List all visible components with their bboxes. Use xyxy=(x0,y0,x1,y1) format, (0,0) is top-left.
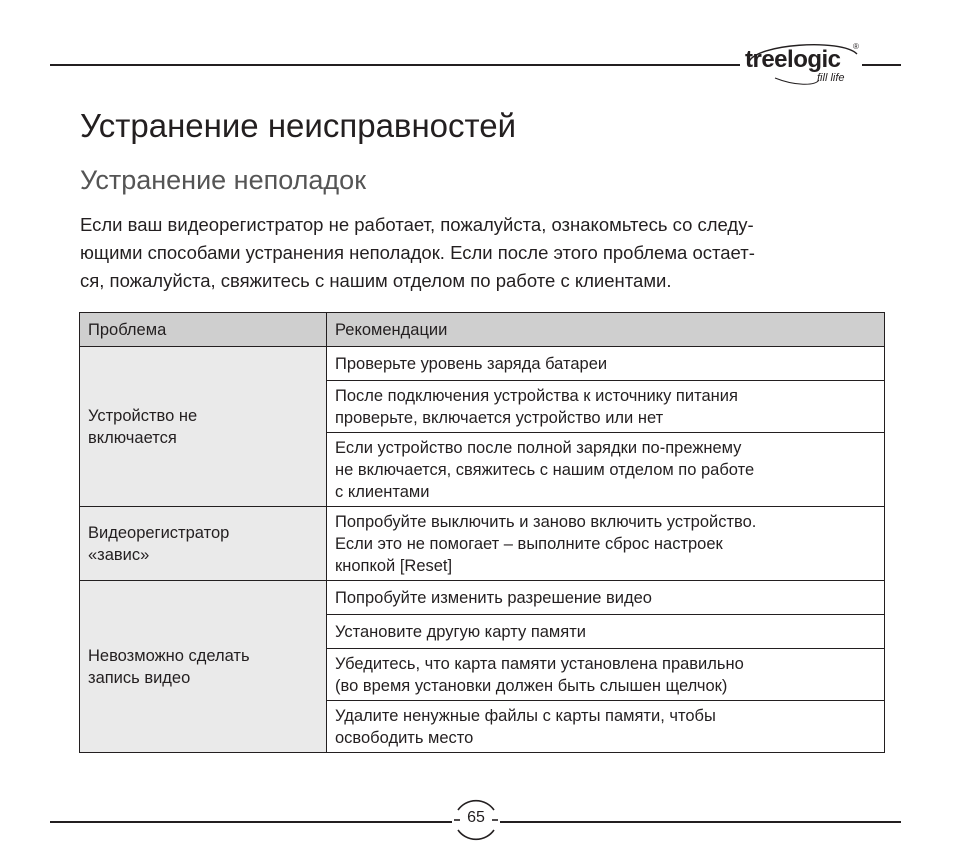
header-rule-right xyxy=(862,64,901,66)
table-row xyxy=(80,347,885,381)
registered-mark: ® xyxy=(853,42,859,51)
problem-line: Невозможно сделать xyxy=(88,646,250,665)
brand-slogan: fill life xyxy=(817,72,845,84)
recommendation-cell xyxy=(327,347,885,381)
table-row xyxy=(80,581,885,615)
intro-line: ющими способами устранения неполадок. Если после этого проблема остает- xyxy=(80,242,755,263)
brand-name: treelogic xyxy=(745,46,841,73)
problem-line: включается xyxy=(88,428,177,447)
recommendation-line: Удалите ненужные файлы с карты памяти, чтобы xyxy=(335,706,716,725)
footer-rule-right xyxy=(500,821,901,823)
problem-cell xyxy=(80,581,327,753)
recommendation-line: После подключения устройства к источнику питания xyxy=(335,386,738,405)
recommendation-line: кнопкой [Reset] xyxy=(335,556,453,575)
intro-line: ся, пожалуйста, свяжитесь с нашим отделом по работе с клиентами. xyxy=(80,270,672,291)
recommendation-line: Если это не помогает – выполните сброс настроек xyxy=(335,534,723,553)
header-rule-left xyxy=(50,64,740,66)
recommendation-line: (во время установки должен быть слышен щелчок) xyxy=(335,676,728,695)
recommendation-line: Если устройство после полной зарядки по-прежнему xyxy=(335,438,742,457)
recommendation-cell xyxy=(327,701,885,753)
recommendation-cell xyxy=(327,507,885,581)
recommendation-line: Попробуйте изменить разрешение видео xyxy=(335,588,652,607)
problem-line: «завис» xyxy=(88,545,150,564)
table-row xyxy=(80,507,885,581)
recommendation-cell xyxy=(327,649,885,701)
recommendation-cell xyxy=(327,615,885,649)
section-subtitle: Устранение неполадок xyxy=(80,165,367,195)
header-problem: Проблема xyxy=(80,313,327,347)
problem-line: Видеорегистратор xyxy=(88,523,230,542)
table-header-row xyxy=(80,313,885,347)
recommendation-cell xyxy=(327,433,885,507)
header-recommendations: Рекомендации xyxy=(327,313,885,347)
brand-logo xyxy=(745,40,865,86)
problem-line: Устройство не xyxy=(88,406,198,425)
recommendation-line: проверьте, включается устройство или нет xyxy=(335,408,664,427)
recommendation-line: Попробуйте выключить и заново включить устройство. xyxy=(335,512,757,531)
problem-line: запись видео xyxy=(88,668,191,687)
page-title: Устранение неисправностей xyxy=(80,107,517,144)
recommendation-line: не включается, свяжитесь с нашим отделом по работе xyxy=(335,460,755,479)
recommendation-line: Проверьте уровень заряда батареи xyxy=(335,354,608,373)
footer-rule-left xyxy=(50,821,452,823)
intro-paragraph xyxy=(80,211,890,295)
page-number-badge xyxy=(452,796,500,844)
recommendation-cell xyxy=(327,581,885,615)
intro-line: Если ваш видеорегистратор не работает, пожалуйста, ознакомьтесь со следу- xyxy=(80,214,754,235)
recommendation-line: Установите другую карту памяти xyxy=(335,622,586,641)
recommendation-line: освободить место xyxy=(335,728,474,747)
troubleshooting-table xyxy=(79,312,885,753)
recommendation-cell xyxy=(327,381,885,433)
recommendation-line: Убедитесь, что карта памяти установлена правильно xyxy=(335,654,744,673)
recommendation-line: с клиентами xyxy=(335,482,430,501)
page-number: 65 xyxy=(467,809,485,826)
problem-cell xyxy=(80,347,327,507)
problem-cell xyxy=(80,507,327,581)
